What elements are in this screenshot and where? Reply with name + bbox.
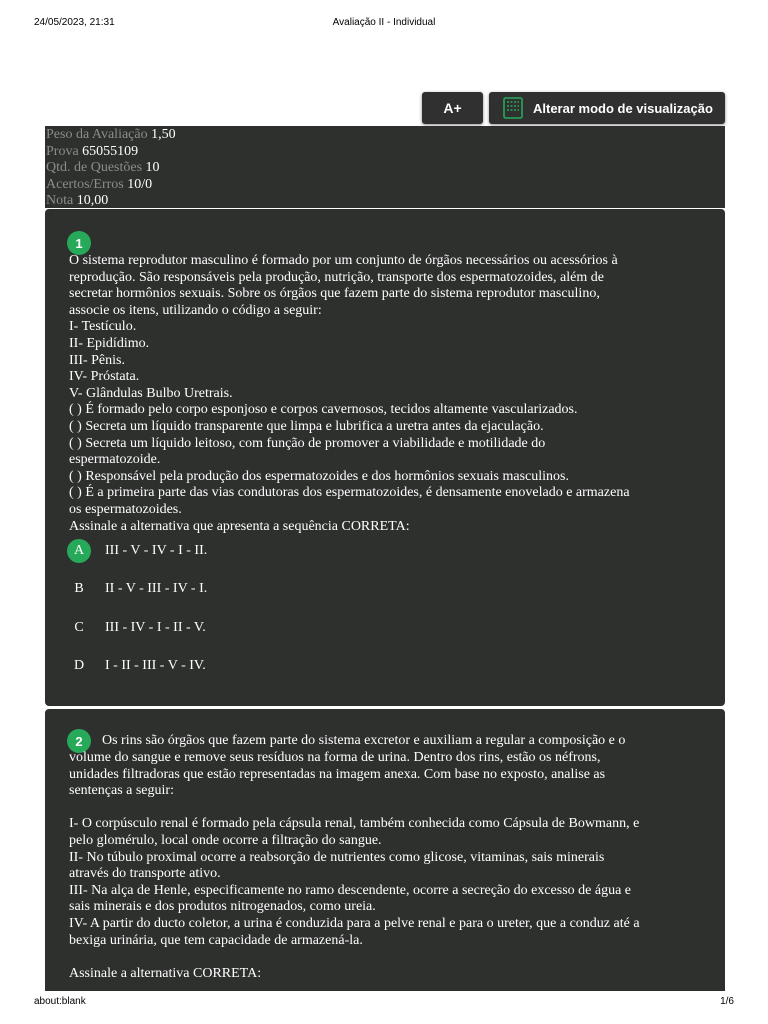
question-line: os espermatozoides. xyxy=(69,501,182,517)
question-line: ( ) Responsável pela produção dos espermatozoides e dos hormônios sexuais masculinos. xyxy=(69,468,570,484)
summary-label: Nota xyxy=(46,193,74,209)
option-text: III - IV - I - II - V. xyxy=(105,620,206,635)
view-mode-icon xyxy=(503,97,523,119)
view-mode-label: Alterar modo de visualização xyxy=(533,100,713,116)
summary-row xyxy=(46,177,725,194)
increase-font-label: A+ xyxy=(443,100,462,116)
answer-option-b[interactable] xyxy=(67,577,207,601)
question-card-2 xyxy=(45,709,725,991)
question-line: IV- Próstata. xyxy=(69,369,140,385)
question-line: reprodução. São responsáveis pela produção, nutrição, transporte dos espermatozoides, além de xyxy=(69,269,604,285)
answer-option-d[interactable] xyxy=(67,654,206,678)
option-letter-correct: A xyxy=(67,539,91,563)
answer-option-a[interactable] xyxy=(67,539,207,563)
question-line: I- O corpúsculo renal é formado pela cápsula renal, também conhecida como Cápsula de Bowmann, e xyxy=(69,816,640,832)
question-first-line xyxy=(102,733,625,750)
question-line: volume do sangue e remove seus resíduos na forma de urina. Dentro dos rins, estão os néfrons, xyxy=(69,750,601,765)
question-line: IV- A partir do ducto coletor, a urina é conduzida para a pelve renal e para o ureter, que a conduz até a xyxy=(69,915,640,931)
question-line xyxy=(69,800,640,817)
question-number-badge: 2 xyxy=(67,729,91,753)
summary-row xyxy=(46,127,725,144)
answer-option-c[interactable] xyxy=(67,616,206,640)
summary-value: 10,00 xyxy=(76,193,109,209)
print-datetime: 24/05/2023, 21:31 xyxy=(34,17,115,28)
question-line: pelo glomérulo, local onde ocorre a filtração do sangue. xyxy=(69,832,382,848)
question-line: III- Pênis. xyxy=(69,352,125,368)
summary-label: Prova xyxy=(46,143,79,159)
question-line: O sistema reprodutor masculino é formado por um conjunto de órgãos necessários ou acessórios à xyxy=(69,253,618,268)
summary-row xyxy=(46,160,725,177)
change-view-mode-button[interactable] xyxy=(489,92,725,124)
summary-label: Peso da Avaliação xyxy=(46,127,148,142)
print-title: Avaliação II - Individual xyxy=(332,17,436,28)
question-line: Assinale a alternativa que apresenta a sequência CORRETA: xyxy=(69,518,410,534)
question-line: secretar hormônios sexuais. Sobre os órgãos que fazem parte do sistema reprodutor masculino, xyxy=(69,286,600,302)
question-line: sais minerais e dos produtos nitrogenados, como ureia. xyxy=(69,899,376,915)
question-line: bexiga urinária, que tem capacidade de armazená-la. xyxy=(69,932,363,948)
summary-row xyxy=(46,193,725,210)
question-line: espermatozoide. xyxy=(69,452,161,468)
question-line: II- Epidídimo. xyxy=(69,335,150,351)
summary-label: Acertos/Erros xyxy=(46,176,124,192)
question-line: associe os itens, utilizando o código a seguir: xyxy=(69,302,322,318)
question-text xyxy=(69,253,630,535)
question-line: V- Glândulas Bulbo Uretrais. xyxy=(69,385,233,401)
option-letter: C xyxy=(74,620,84,635)
summary-value: 10/0 xyxy=(127,176,153,192)
option-letter: B xyxy=(74,581,84,596)
summary-row xyxy=(46,144,725,161)
option-text: II - V - III - IV - I. xyxy=(105,581,208,596)
question-number-badge: 1 xyxy=(67,231,91,255)
question-line: sentenças a seguir: xyxy=(69,783,174,799)
question-line: II- No túbulo proximal ocorre a reabsorção de nutrientes como glicose, vitaminas, sais minerais xyxy=(69,849,605,865)
question-text xyxy=(69,750,640,982)
question-card-1 xyxy=(45,209,725,706)
exam-summary xyxy=(45,126,725,208)
question-line: ( ) Secreta um líquido transparente que limpa e lubrifica a uretra antes da ejaculação. xyxy=(69,418,544,434)
question-line: através do transporte ativo. xyxy=(69,866,221,882)
question-line: ( ) Secreta um líquido leitoso, com função de promover a viabilidade e motilidade do xyxy=(69,435,546,451)
option-text: III - V - IV - I - II. xyxy=(105,543,208,558)
option-text: I - II - III - V - IV. xyxy=(105,658,206,673)
increase-font-button[interactable] xyxy=(422,92,483,124)
question-line: unidades filtradoras que estão representadas na imagem anexa. Com base no exposto, analise as xyxy=(69,766,606,782)
print-url: about:blank xyxy=(34,996,86,1007)
question-line: ( ) É formado pelo corpo esponjoso e corpos cavernosos, tecidos altamente vascularizados. xyxy=(69,402,578,418)
print-header xyxy=(0,17,768,31)
option-letter: D xyxy=(73,658,85,673)
question-line: Assinale a alternativa CORRETA: xyxy=(69,965,262,981)
print-page-number: 1/6 xyxy=(720,996,734,1007)
question-line xyxy=(69,949,640,966)
summary-value: 65055109 xyxy=(82,143,139,159)
question-line: III- Na alça de Henle, especificamente no ramo descendente, ocorre a secreção do excesso de água e xyxy=(69,882,632,898)
question-line: ( ) É a primeira parte das vias condutoras dos espermatozoides, é densamente enovelado e armazena xyxy=(69,485,630,501)
summary-value: 1,50 xyxy=(151,127,176,142)
question-line: I- Testículo. xyxy=(69,319,137,335)
question-line: Os rins são órgãos que fazem parte do sistema excretor e auxiliam a regular a composição e o xyxy=(102,733,626,748)
summary-label: Qtd. de Questões xyxy=(46,160,143,176)
print-footer xyxy=(0,996,768,1010)
summary-value: 10 xyxy=(145,160,160,176)
